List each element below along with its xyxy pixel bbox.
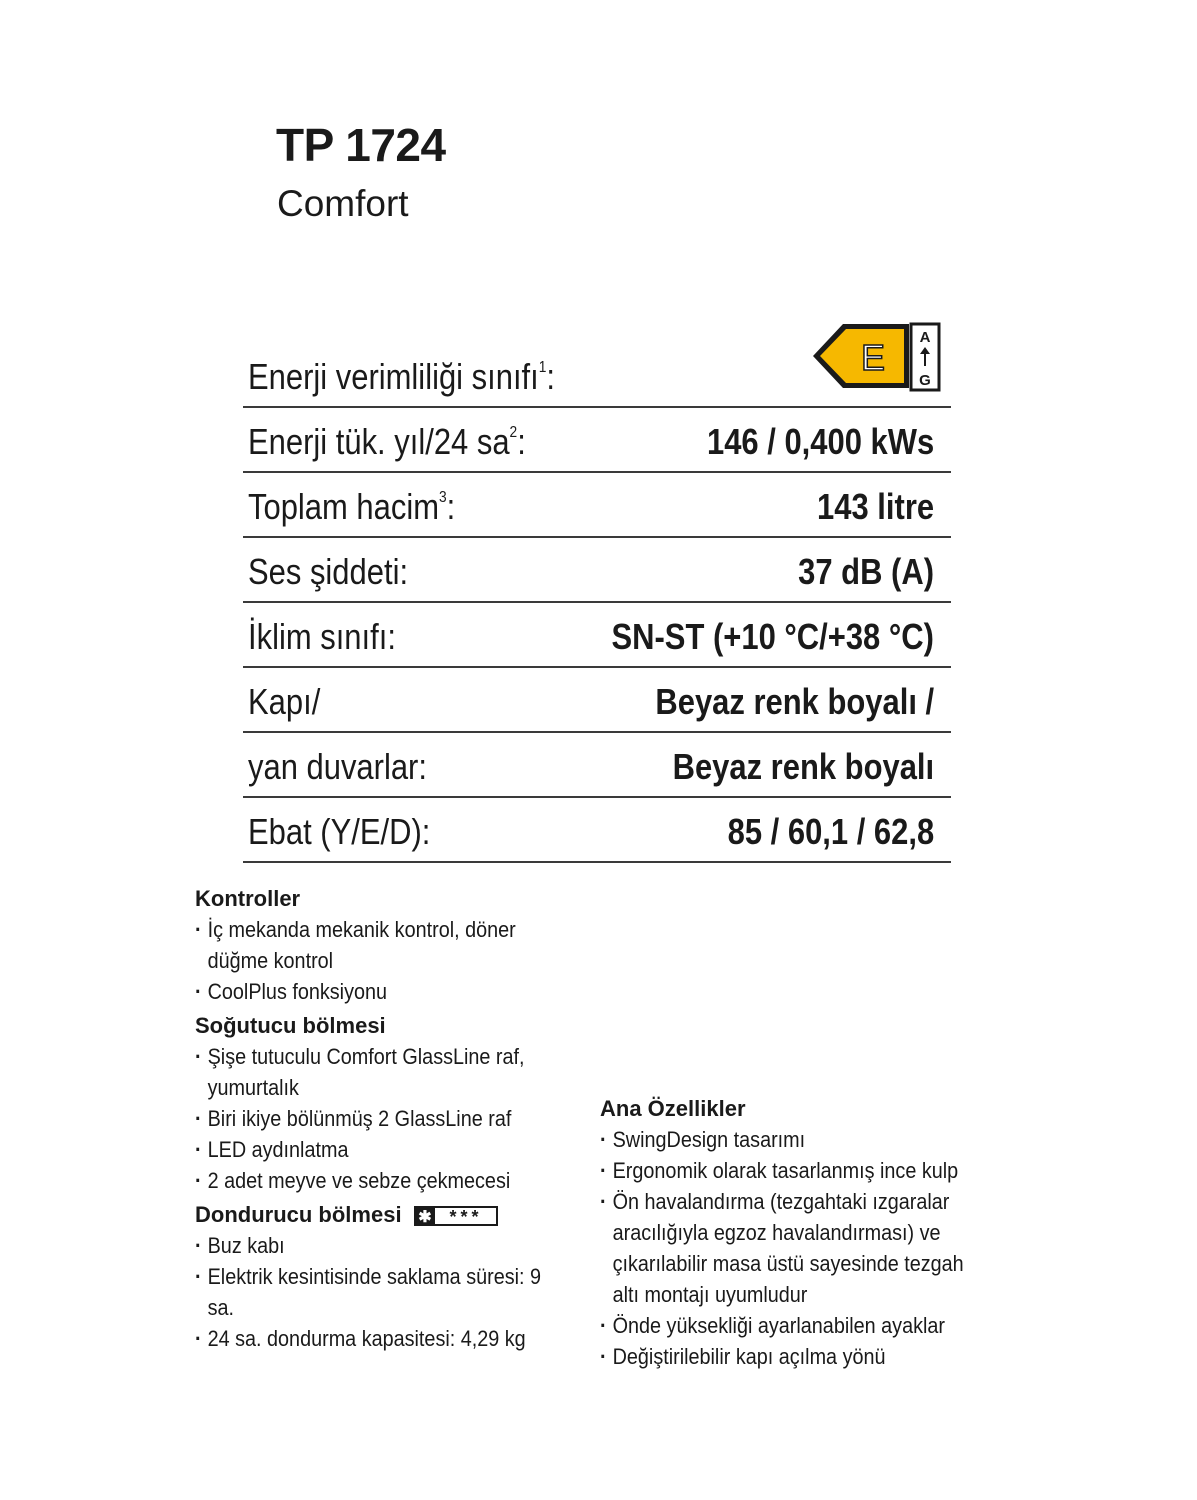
list-item: · Şişe tutuculu Comfort GlassLine raf, xyxy=(195,1041,604,1072)
bullet-list xyxy=(600,1124,1030,1372)
list-item: · CoolPlus fonksiyonu xyxy=(195,976,604,1007)
footnote-mark: 2 xyxy=(509,424,518,441)
features-left-column xyxy=(195,884,595,1354)
freezer-star-rating-icon xyxy=(414,1206,498,1226)
energy-class-letter: E xyxy=(860,337,886,378)
spec-row xyxy=(243,668,951,733)
spec-row xyxy=(243,538,951,603)
section-title: Soğutucu bölmesi xyxy=(195,1013,386,1038)
features-right-column xyxy=(600,1094,1030,1372)
spec-label xyxy=(248,486,455,528)
spec-label-suffix: : xyxy=(517,421,526,462)
spec-row xyxy=(243,408,951,473)
model-name: TP 1724 xyxy=(276,119,446,171)
footnote-mark: 3 xyxy=(439,489,447,506)
list-item: · 24 sa. dondurma kapasitesi: 4,29 kg xyxy=(195,1323,604,1354)
spec-label xyxy=(248,421,526,463)
spec-table xyxy=(243,329,951,863)
bullet-list xyxy=(195,1041,595,1196)
spec-label-text: Toplam hacim xyxy=(248,486,440,527)
list-item: · Buz kabı xyxy=(195,1230,604,1261)
list-item: · Önde yüksekliği ayarlanabilen ayaklar xyxy=(600,1310,1018,1341)
spec-value: 37 dB (A) xyxy=(798,551,934,592)
section-title-freezer xyxy=(195,1200,595,1230)
spec-row xyxy=(243,473,951,538)
spec-value: 143 litre xyxy=(816,486,934,527)
list-item: çıkarılabilir masa üstü sayesinde tezgah xyxy=(612,1251,964,1276)
spec-label: Ses şiddeti: xyxy=(248,551,409,592)
list-item: · SwingDesign tasarımı xyxy=(600,1124,1018,1155)
spec-label-text: Enerji tük. yıl/24 sa xyxy=(248,421,510,462)
spec-row xyxy=(243,603,951,668)
spec-value: Beyaz renk boyalı xyxy=(672,746,934,787)
spec-value: Beyaz renk boyalı / xyxy=(655,681,934,722)
energy-class-badge-icon xyxy=(813,322,941,394)
list-item: · LED aydınlatma xyxy=(195,1134,604,1165)
spec-label: İklim sınıfı: xyxy=(248,616,396,657)
list-item: aracılığıyla egzoz havalandırması) ve xyxy=(612,1220,941,1245)
spec-label: Ebat (Y/E/D): xyxy=(248,811,431,852)
spec-label xyxy=(248,356,555,398)
list-item: düğme kontrol xyxy=(207,948,334,973)
svg-text:✱: ✱ xyxy=(417,1209,432,1227)
footnote-mark: 1 xyxy=(538,359,547,376)
list-item: · Elektrik kesintisinde saklama süresi: 9 xyxy=(195,1261,604,1292)
spec-row-energy-class xyxy=(243,329,951,408)
spec-label-suffix: : xyxy=(546,356,556,397)
scale-bottom-letter: G xyxy=(919,372,931,389)
section-title: Dondurucu bölmesi xyxy=(195,1202,402,1227)
list-item: · 2 adet meyve ve sebze çekmecesi xyxy=(195,1165,604,1196)
spec-value: 85 / 60,1 / 62,8 xyxy=(727,811,934,852)
scale-top-letter: A xyxy=(919,329,931,346)
spec-label-text: Enerji verimliliği sınıfı xyxy=(248,356,539,397)
list-item: sa. xyxy=(207,1295,235,1320)
list-item: · Değiştirilebilir kapı açılma yönü xyxy=(600,1341,1018,1372)
list-item: altı montajı uyumludur xyxy=(612,1282,808,1307)
list-item: · Ön havalandırma (tezgahtaki ızgaralar xyxy=(600,1186,1018,1217)
spec-label: Kapı/ xyxy=(248,681,321,722)
list-item: yumurtalık xyxy=(207,1075,299,1100)
bullet-list xyxy=(195,1230,595,1354)
spec-row xyxy=(243,733,951,798)
section-title: Ana Özellikler xyxy=(600,1096,746,1121)
spec-value: 146 / 0,400 kWs xyxy=(706,421,934,462)
spec-value: SN-ST (+10 °C/+38 °C) xyxy=(611,616,934,657)
section-title: Kontroller xyxy=(195,886,301,911)
list-item: · Biri ikiye bölünmüş 2 GlassLine raf xyxy=(195,1103,604,1134)
spec-label: yan duvarlar: xyxy=(248,746,427,787)
bullet-list xyxy=(195,914,595,1007)
spec-label-suffix: : xyxy=(446,486,456,527)
list-item: · Ergonomik olarak tasarlanmış ince kulp xyxy=(600,1155,1018,1186)
product-line: Comfort xyxy=(277,183,409,224)
freezer-stars-text: *** xyxy=(449,1207,483,1227)
spec-row xyxy=(243,798,951,863)
list-item: · İç mekanda mekanik kontrol, döner xyxy=(195,914,604,945)
